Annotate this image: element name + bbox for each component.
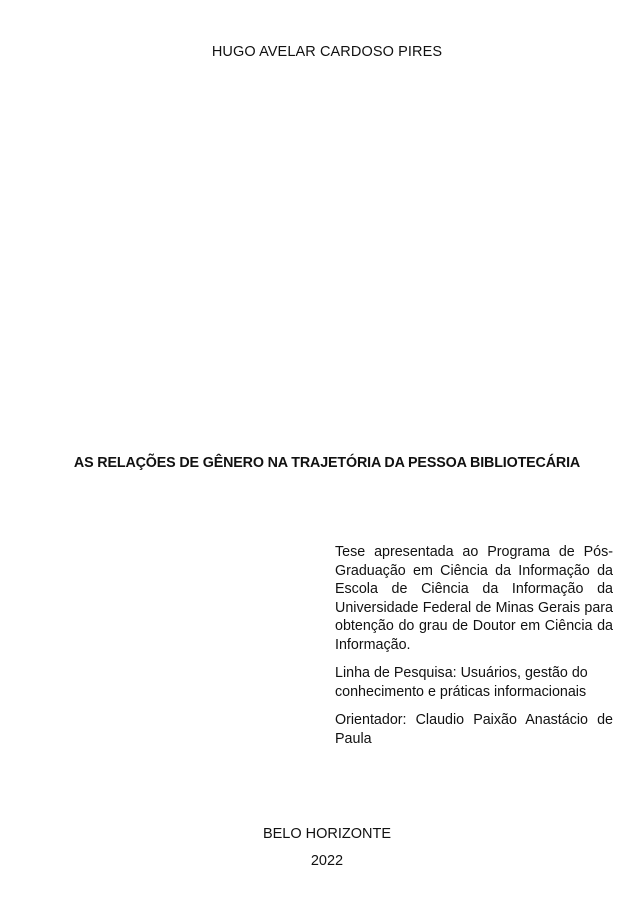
year: 2022 xyxy=(310,853,344,869)
author-name: HUGO AVELAR CARDOSO PIRES xyxy=(211,44,443,60)
research-line: Linha de Pesquisa: Usuários, gestão do conhecimento e práticas informacionais xyxy=(335,665,588,700)
advisor: Orientador: Claudio Paixão Anastácio de Paula xyxy=(335,712,613,747)
thesis-title: AS RELAÇÕES DE GÊNERO NA TRAJETÓRIA DA PESSOA BIBLIOTECÁRIA xyxy=(73,455,581,471)
city: BELO HORIZONTE xyxy=(262,826,392,842)
thesis-purpose: Tese apresentada ao Programa de Pós-Graduação em Ciência da Informação da Escola de Ciência da Informação da Universidade Federal de Minas Gerais para obtenção do grau de Doutor em Ciência da Informação. xyxy=(335,544,613,653)
presentation-note xyxy=(335,543,613,758)
